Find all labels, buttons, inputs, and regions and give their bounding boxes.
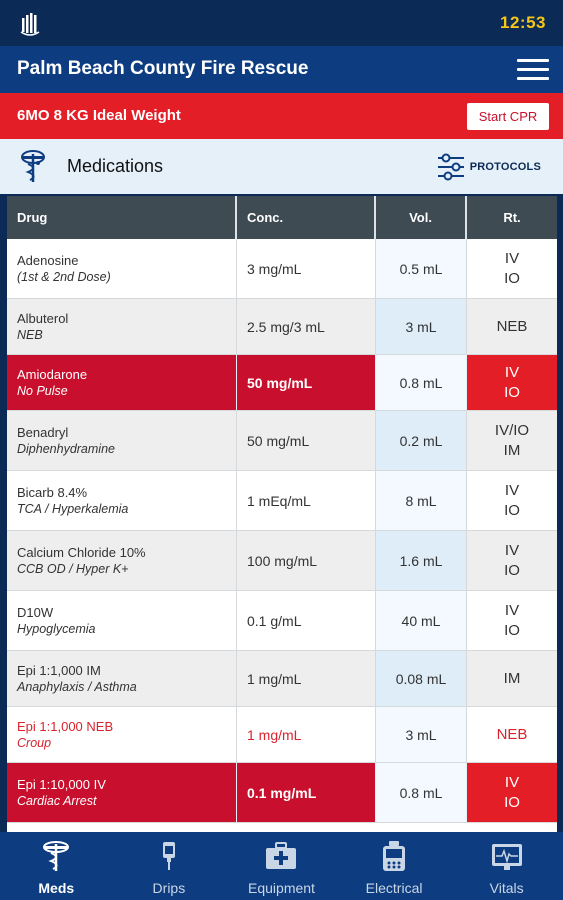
bottom-nav <box>0 832 563 900</box>
route-primary: IV <box>504 541 520 559</box>
header-conc: Conc. <box>237 196 376 239</box>
route-cell <box>467 239 557 298</box>
concentration-cell: 100 mg/mL <box>237 531 376 590</box>
patient-weight-label: 6MO 8 KG Ideal Weight <box>17 107 181 124</box>
route-secondary: IO <box>504 793 520 811</box>
drug-indication: Hypoglycemia <box>17 622 96 636</box>
route-cell <box>467 763 557 822</box>
route-cell <box>467 707 557 762</box>
caduceus-icon <box>39 840 73 872</box>
nav-label: Meds <box>38 880 75 896</box>
volume-cell: 3 mL <box>376 299 467 354</box>
drug-cell <box>7 411 237 470</box>
protocols-label: PROTOCOLS <box>469 161 541 173</box>
route-secondary: IO <box>504 269 520 287</box>
protocols-button[interactable] <box>436 152 541 182</box>
section-header <box>0 139 563 194</box>
drug-indication: TCA / Hyperkalemia <box>17 502 129 516</box>
concentration-cell: 1 mg/mL <box>237 651 376 706</box>
patient-weight-bar <box>0 93 563 139</box>
caduceus-icon <box>18 148 48 184</box>
drug-cell <box>7 239 237 298</box>
drug-cell <box>7 591 237 650</box>
start-cpr-button[interactable]: Start CPR <box>467 103 549 130</box>
concentration-cell: 3 mg/mL <box>237 239 376 298</box>
route-primary: IV <box>504 249 520 267</box>
clock: 12:53 <box>500 13 546 32</box>
hamburger-menu-icon[interactable] <box>517 59 549 81</box>
volume-cell: 8 mL <box>376 471 467 530</box>
sliders-icon <box>436 153 466 181</box>
header-vol: Vol. <box>376 196 467 239</box>
header-drug: Drug <box>7 196 237 239</box>
route-primary: IV <box>504 601 520 619</box>
volume-cell: 40 mL <box>376 591 467 650</box>
route-primary: IV <box>504 773 520 791</box>
drug-name: Calcium Chloride 10% <box>17 545 146 560</box>
table-row[interactable] <box>7 707 557 763</box>
drug-name: Amiodarone <box>17 367 88 382</box>
section-title: Medications <box>67 156 164 176</box>
drug-name: Adenosine <box>17 253 79 268</box>
nav-label: Vitals <box>489 880 524 896</box>
drug-indication: NEB <box>17 328 43 342</box>
drug-cell <box>7 531 237 590</box>
drug-indication: Cardiac Arrest <box>17 794 97 808</box>
drug-indication: No Pulse <box>17 384 68 398</box>
drug-name: D10W <box>17 605 54 620</box>
app-title: Palm Beach County Fire Rescue <box>17 58 309 79</box>
nav-drips[interactable] <box>113 832 226 900</box>
volume-cell: 0.8 mL <box>376 763 467 822</box>
volume-cell: 0.08 mL <box>376 651 467 706</box>
tower-logo-icon <box>20 12 40 36</box>
concentration-cell: 0.1 g/mL <box>237 591 376 650</box>
route-primary: IV <box>504 363 520 381</box>
concentration-cell: 2.5 mg/3 mL <box>237 299 376 354</box>
drug-cell <box>7 471 237 530</box>
status-bar <box>0 0 563 46</box>
route-cell <box>467 299 557 354</box>
monitor-icon <box>490 840 524 872</box>
concentration-cell: 50 mg/mL <box>237 355 376 410</box>
table-row[interactable] <box>7 531 557 591</box>
route-primary: IV <box>504 481 520 499</box>
table-row[interactable] <box>7 239 557 299</box>
concentration-cell: 1 mg/mL <box>237 707 376 762</box>
header-route: Rt. <box>503 210 521 225</box>
route-cell <box>467 355 557 410</box>
volume-cell: 0.5 mL <box>376 239 467 298</box>
table-row[interactable] <box>7 651 557 707</box>
route-secondary: IO <box>504 501 520 519</box>
route-cell <box>467 591 557 650</box>
concentration-cell: 1 mEq/mL <box>237 471 376 530</box>
concentration-cell: 0.1 mg/mL <box>237 763 376 822</box>
route-cell <box>467 651 557 706</box>
nav-label: Equipment <box>248 880 315 896</box>
drug-cell <box>7 355 237 410</box>
route-primary: NEB <box>496 317 528 335</box>
drug-indication: (1st & 2nd Dose) <box>17 270 111 284</box>
table-row[interactable] <box>7 763 557 823</box>
drug-name: Benadryl <box>17 425 69 440</box>
volume-cell: 0.2 mL <box>376 411 467 470</box>
route-secondary: IO <box>504 561 520 579</box>
nav-meds[interactable] <box>0 832 113 900</box>
route-secondary: IM <box>503 441 521 459</box>
medical-kit-icon <box>264 840 298 872</box>
route-primary: IV/IO <box>494 421 530 439</box>
nav-label: Electrical <box>365 880 423 896</box>
nav-electrical[interactable] <box>338 832 451 900</box>
route-secondary: IO <box>504 383 520 401</box>
table-row[interactable] <box>7 471 557 531</box>
drug-cell <box>7 763 237 822</box>
drug-indication: Croup <box>17 736 52 750</box>
route-primary: IM <box>503 669 521 687</box>
table-row[interactable] <box>7 591 557 651</box>
drug-indication: Diphenhydramine <box>17 442 115 456</box>
drug-name: Epi 1:1,000 IM <box>17 663 101 678</box>
nav-equipment[interactable] <box>225 832 338 900</box>
table-row[interactable] <box>7 411 557 471</box>
drug-cell <box>7 299 237 354</box>
route-secondary: IO <box>504 621 520 639</box>
iv-drip-icon <box>152 840 186 872</box>
drug-name: Bicarb 8.4% <box>17 485 88 500</box>
volume-cell: 3 mL <box>376 707 467 762</box>
table-header <box>7 196 557 239</box>
route-cell <box>467 411 557 470</box>
drug-cell <box>7 651 237 706</box>
nav-label: Drips <box>152 880 186 896</box>
volume-cell: 0.8 mL <box>376 355 467 410</box>
route-primary: NEB <box>496 725 528 743</box>
drug-name: Epi 1:10,000 IV <box>17 777 106 792</box>
table-body <box>7 239 557 823</box>
app-bar <box>0 46 563 93</box>
medications-table[interactable] <box>7 196 557 832</box>
nav-vitals[interactable] <box>450 832 563 900</box>
route-cell <box>467 531 557 590</box>
drug-cell <box>7 707 237 762</box>
route-cell <box>467 471 557 530</box>
drug-name: Epi 1:1,000 NEB <box>17 719 114 734</box>
drug-indication: CCB OD / Hyper K+ <box>17 562 129 576</box>
drug-name: Albuterol <box>17 311 69 326</box>
table-row[interactable] <box>7 355 557 411</box>
table-row[interactable] <box>7 299 557 355</box>
defibrillator-icon <box>377 840 411 872</box>
concentration-cell: 50 mg/mL <box>237 411 376 470</box>
drug-indication: Anaphylaxis / Asthma <box>17 680 137 694</box>
volume-cell: 1.6 mL <box>376 531 467 590</box>
